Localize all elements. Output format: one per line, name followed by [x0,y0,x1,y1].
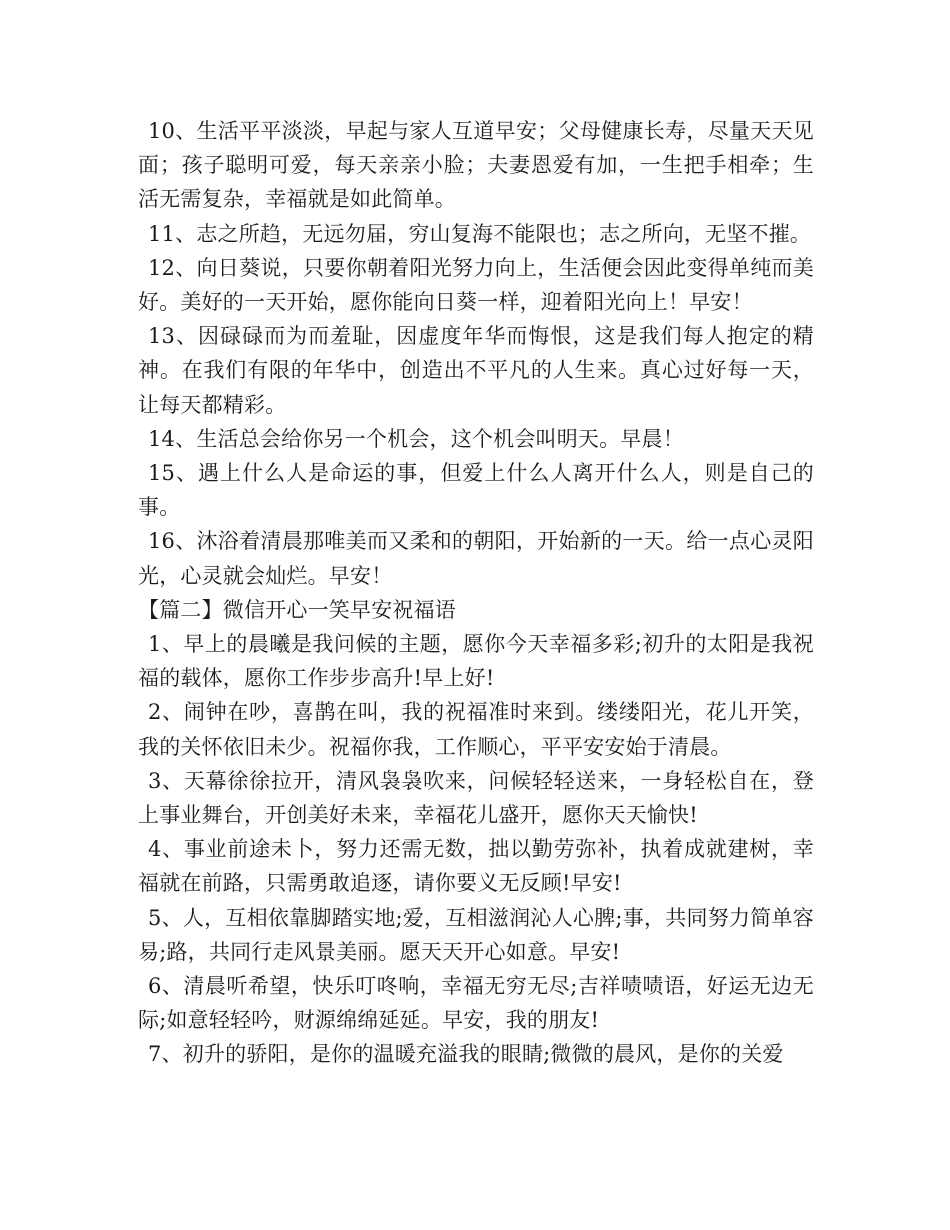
document-body [138,114,814,1072]
paragraph-5: 5、人，互相依靠脚踏实地;爱，互相滋润沁人心脾;事，共同努力简单容易;路，共同行走风景美丽。愿天天开心如意。早安! [138,905,814,964]
paragraph-1: 1、早上的晨曦是我问候的主题，愿你今天幸福多彩;初升的太阳是我祝福的载体，愿你工作步步高升!早上好! [138,632,814,691]
paragraph-15: 15、遇上什么人是命运的事，但爱上什么人离开什么人，则是自己的事。 [138,461,814,520]
paragraph-16: 16、沐浴着清晨那唯美而又柔和的朝阳，开始新的一天。给一点心灵阳光，心灵就会灿烂。早安！ [138,529,814,588]
paragraph-10: 10、生活平平淡淡，早起与家人互道早安；父母健康长寿，尽量天天见面；孩子聪明可爱，每天亲亲小脸；夫妻恩爱有加，一生把手相牵；生活无需复杂，幸福就是如此简单。 [138,119,814,212]
paragraph-4: 4、事业前途未卜，努力还需无数，拙以勤劳弥补，执着成就建树，幸福就在前路，只需勇敢追逐，请你要义无反顾!早安! [138,837,814,896]
paragraph-14: 14、生活总会给你另一个机会，这个机会叫明天。早晨！ [148,426,684,451]
paragraph-13: 13、因碌碌而为而羞耻，因虚度年华而悔恨，这是我们每人抱定的精神。在我们有限的年华中，创造出不平凡的人生来。真心过好每一天，让每天都精彩。 [138,324,814,417]
paragraph-11: 11、志之所趋，无远勿届，穷山复海不能限也；志之所向，无坚不摧。 [148,221,812,246]
paragraph-6: 6、清晨听希望，快乐叮咚响，幸福无穷无尽;吉祥啧啧语，好运无边无际;如意轻轻吟，财源绵绵延延。早安，我的朋友! [138,974,814,1033]
paragraph-2: 2、闹钟在吵，喜鹊在叫，我的祝福准时来到。缕缕阳光，花儿开笑，我的关怀依旧未少。祝福你我，工作顺心，平平安安始于清晨。 [138,700,814,759]
paragraph-3: 3、天幕徐徐拉开，清风袅袅吹来，问候轻轻送来，一身轻松自在，登上事业舞台，开创美好未来，幸福花儿盛开，愿你天天愉快! [138,768,814,828]
paragraph-12: 12、向日葵说，只要你朝着阳光努力向上，生活便会因此变得单纯而美好。美好的一天开始，愿你能向日葵一样，迎着阳光向上！早安！ [138,255,814,315]
section-heading: 【篇二】微信开心一笑早安祝福语 [138,597,456,622]
paragraph-7: 7、初升的骄阳，是你的温暖充溢我的眼睛;微微的晨风，是你的关爱 [148,1042,784,1067]
